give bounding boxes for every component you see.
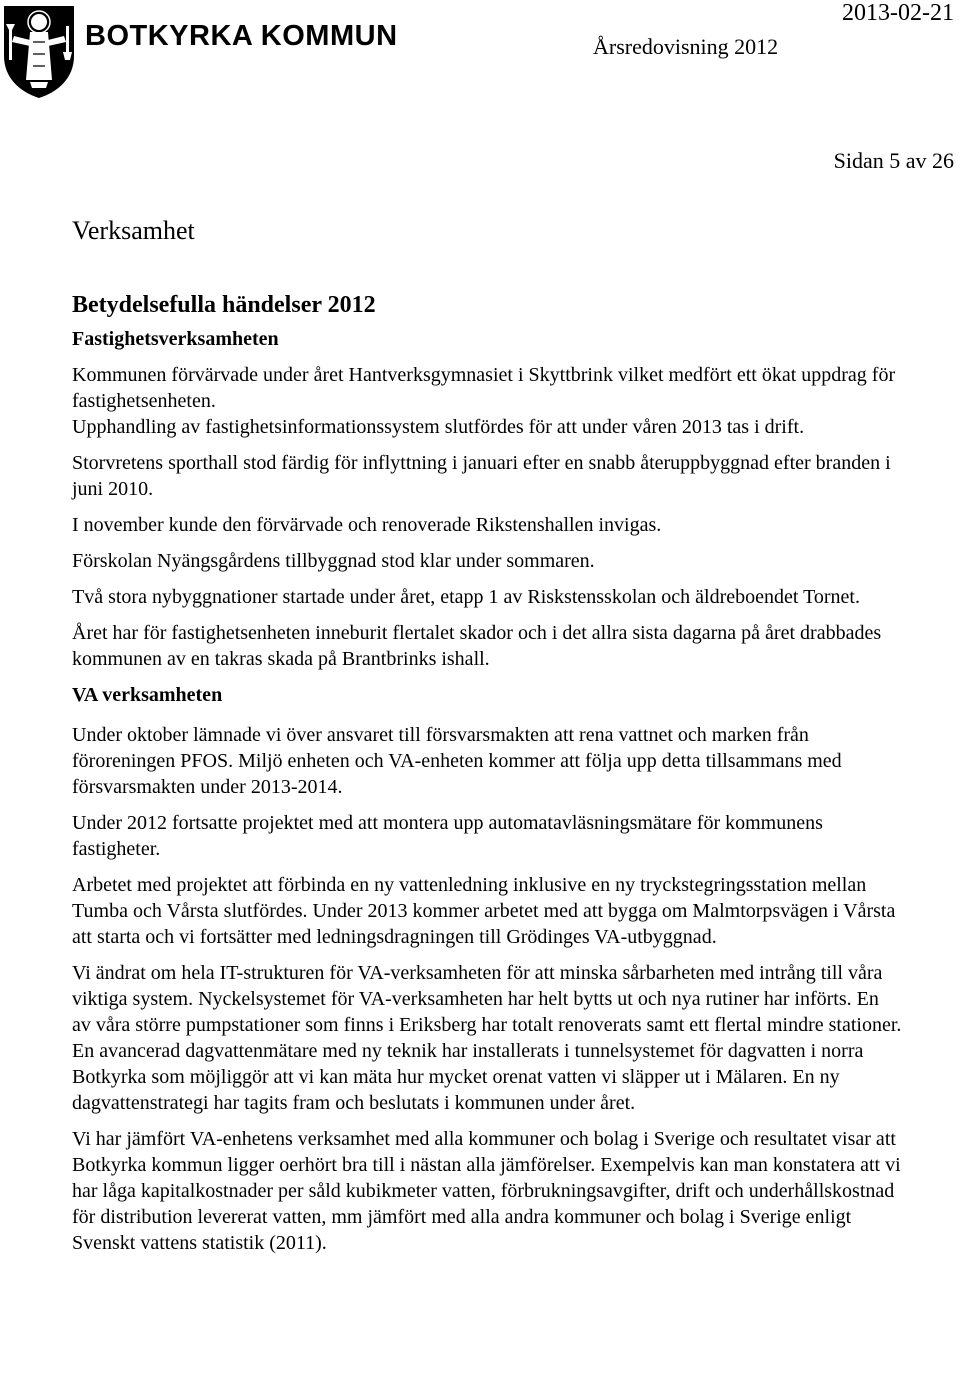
paragraph: Under 2012 fortsatte projektet med att montera upp automatavläsningsmätare för kommunens fastigheter. (72, 812, 823, 860)
paragraph: Under oktober lämnade vi över ansvaret till försvarsmakten att rena vattnet och marken från föroreningen PFOS. Miljö enheten och VA-enheten kommer att följa upp detta tillsammans med försvarsmakten under 2013-2014. (72, 724, 842, 798)
paragraph: Arbetet med projektet att förbinda en ny vattenledning inklusive en ny tryckstegringsstation mellan Tumba och Vårsta slutfördes. Under 2013 kommer arbetet med att bygga om Malmtorpsvägen i Vårsta att starta och vi fortsätter med ledningsdragningen till Grödinges VA-utbyggnad. (72, 874, 896, 948)
section-va (72, 682, 902, 1256)
paragraph: Upphandling av fastighetsinformationssystem slutfördes för att under våren 2013 tas i drift. (72, 416, 805, 438)
paragraph: Vi ändrat om hela IT-strukturen för VA-verksamheten för att minska sårbarheten med intrång till våra viktiga system. Nyckelsystemet för VA-verksamheten har helt bytts ut och nya rutiner har införts. En av våra större pumpstationer som finns i Eriksberg har totalt renoverats samt ett flertal mindre stationer. En avancerad dagvattenmätare med ny teknik har installerats i tunnelsystemet för dagvatten i norra Botkyrka som möjliggör att vi kan mäta hur mycket orenat vatten vi släpper ut i Mälaren. En ny dagvattenstrategi har tagits fram och beslutats i kommunen under året. (72, 962, 902, 1114)
document-title: Årsredovisning 2012 (593, 34, 779, 59)
paragraph: Två stora nybyggnationer startade under året, etapp 1 av Riskstensskolan och äldreboendet Tornet. (72, 586, 860, 608)
paragraph: Året har för fastighetsenheten inneburit flertalet skador och i det allra sista dagarna på året drabbades kommunen av en takras skada på Brantbrinks ishall. (72, 622, 882, 670)
section-subtitle: Betydelsefulla händelser 2012 (72, 292, 376, 318)
paragraph: I november kunde den förvärvade och renoverade Rikstenshallen invigas. (72, 514, 662, 536)
main-content (72, 214, 902, 1266)
page-title: Verksamhet (72, 216, 195, 245)
section-fastighet (72, 326, 902, 672)
section-title: VA verksamheten (72, 684, 223, 706)
section-title: Fastighetsverksamheten (72, 328, 279, 350)
organization-name: BOTKYRKA KOMMUN (85, 20, 398, 52)
page-header (0, 0, 960, 110)
botkyrka-coat-of-arms-icon (0, 2, 78, 100)
paragraph: Storvretens sporthall stod färdig för inflyttning i januari efter en snabb återuppbyggnad efter branden i juni 2010. (72, 452, 891, 500)
paragraph: Vi har jämfört VA-enhetens verksamhet med alla kommuner och bolag i Sverige och resultatet visar att Botkyrka kommun ligger oerhört bra till i nästan alla jämförelser. Exempelvis kan man konstatera att vi har låga kapitalkostnader per såld kubikmeter vatten, förbrukningsavgifter, drift och underhållskostnad för distribution levererat vatten, mm jämfört med alla andra kommuner och bolag i Sverige enligt Svenskt vattens statistik (2011). (72, 1128, 901, 1254)
paragraph: Kommunen förvärvade under året Hantverksgymnasiet i Skyttbrink vilket medfört ett ökat uppdrag för fastighetsenheten. (72, 364, 896, 412)
paragraph: Förskolan Nyängsgårdens tillbyggnad stod klar under sommaren. (72, 550, 595, 572)
document-date: 2013-02-21 (842, 0, 954, 26)
page-number: Sidan 5 av 26 (833, 148, 954, 173)
